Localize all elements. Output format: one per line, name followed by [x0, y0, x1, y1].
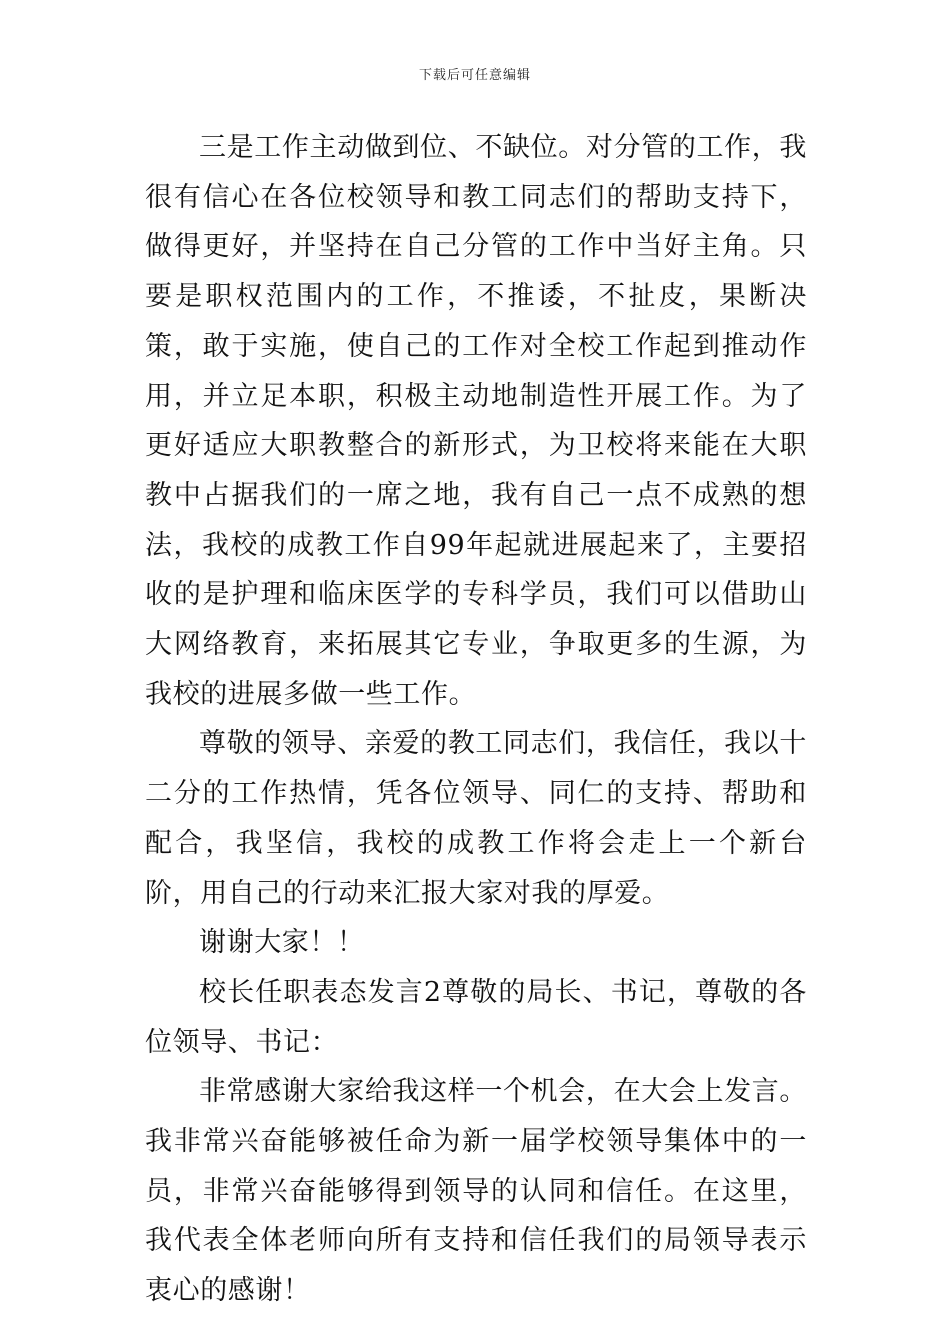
header-note: 下载后可任意编辑	[418, 68, 531, 83]
document-body	[145, 123, 807, 1316]
paragraph-speech-title: 校长任职表态发言2尊敬的局长、书记，尊敬的各位领导、书记：	[145, 976, 807, 1058]
paragraph-gratitude: 非常感谢大家给我这样一个机会，在大会上发言。我非常兴奋能够被任命为新一届学校领导集体中的一员，非常兴奋能够得到领导的认同和信任。在这里，我代表全体老师向所有支持和信任我们的局领导表示衷心的感谢！	[145, 1076, 807, 1307]
paragraph-work-initiative: 三是工作主动做到位、不缺位。对分管的工作，我很有信心在各位校领导和教工同志们的帮助支持下，做得更好，并坚持在自己分管的工作中当好主角。只要是职权范围内的工作，不推诿，不扯皮，果断决策，敢于实施，使自己的工作对全校工作起到推动作用，并立足本职，积极主动地制造性开展工作。为了更好适应大职教整合的新形式，为卫校将来能在大职教中占据我们的一席之地，我有自己一点不成熟的想法，我校的成教工作自99年起就进展起来了，主要招收的是护理和临床医学的专科学员，我们可以借助山大网络教育，来拓展其它专业，争取更多的生源，为我校的进展多做一些工作。	[145, 132, 807, 710]
paragraph-thanks: 谢谢大家！！	[199, 927, 365, 959]
paragraph-commitment: 尊敬的领导、亲爱的教工同志们，我信任，我以十二分的工作热情，凭各位领导、同仁的支持、帮助和配合，我坚信，我校的成教工作将会走上一个新台阶，用自己的行动来汇报大家对我的厚爱。	[145, 728, 807, 909]
